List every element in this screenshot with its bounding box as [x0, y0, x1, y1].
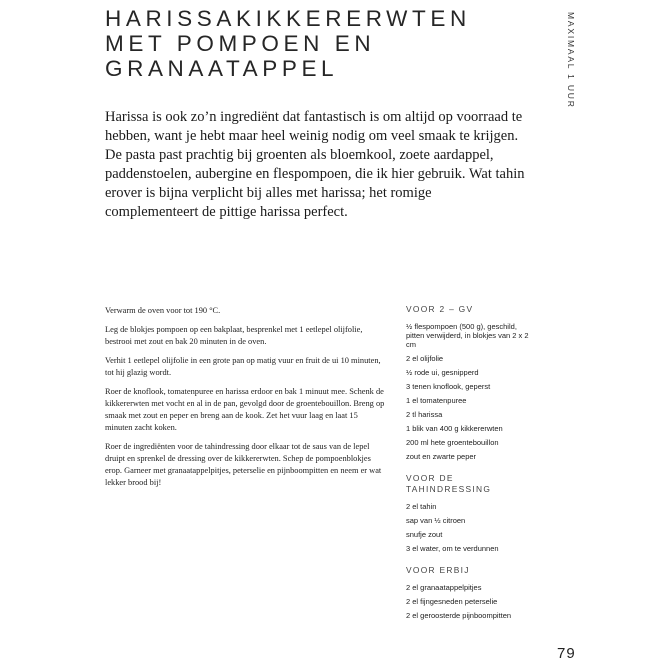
ingredient-item: 1 blik van 400 g kikkererwten [406, 424, 503, 433]
ingredient-item: sap van ½ citroen [406, 516, 466, 525]
time-category-tab: MAXIMAAL 1 UUR [566, 12, 576, 109]
method-step: Verhit 1 eetlepel olijfolie in een grote pan op matig vuur en fruit de ui 10 minuten, tot hij glazig wordt. [105, 356, 381, 377]
ingredient-item: 2 el fijngesneden peterselie [406, 597, 498, 606]
ingredient-item: 200 ml hete groentebouillon [406, 438, 499, 447]
ingredient-item: 2 el granaatappelpitjes [406, 583, 482, 592]
method-step: Leg de blokjes pompoen op een bakplaat, besprenkel met 1 eetlepel olijfolie, bestrooi met zout en bak 20 minuten in de oven. [105, 325, 363, 346]
ingredient-item: snufje zout [406, 530, 443, 539]
page-number: 79 [557, 645, 576, 662]
intro-paragraph: Harissa is ook zo’n ingrediënt dat fantastisch is om altijd op voorraad te hebben, want je hebt maar heel weinig nodig om veel smaak te krijgen. De pasta past prachtig bij groenten als bloemkool, zoete aardappel, paddenstoelen, aubergine en flespompoen, die ik hier gebruik. Wat tahin erover is bijna verplicht bij alles met harissa; het romige complementeert de pittige harissa perfect. [105, 109, 525, 220]
method-step: Roer de ingrediënten voor de tahindressing door elkaar tot de saus van de lepel druipt en sprenkel de dressing over de kikkererwten. Schep de pompoenblokjes erop. Garneer met granaatappelpitjes, peterselie en pijnboompitten en neem er wat lekker brood bij! [105, 442, 382, 487]
ingredient-item: 2 el tahin [406, 502, 437, 511]
ingredients-list [406, 304, 536, 625]
recipe-title [105, 6, 471, 81]
ingredient-item: 2 el geroosterde pijnboompitten [406, 611, 512, 620]
recipe-title-line-3: GRANAATAPPEL [105, 56, 339, 81]
ingredient-item: zout en zwarte peper [406, 452, 477, 461]
ingredients-main-heading: VOOR 2 – GV [406, 304, 474, 314]
ingredient-item: 1 el tomatenpuree [406, 396, 467, 405]
method-step: Verwarm de oven voor tot 190 °C. [105, 306, 221, 315]
ingredient-item: 3 tenen knoflook, geperst [406, 382, 491, 391]
method-steps [105, 305, 385, 496]
method-step: Roer de knoflook, tomatenpuree en harissa erdoor en bak 1 minuut mee. Schenk de kikkererwten met vocht en al in de pan, gevolgd door de groentebouillon. Breng op smaak met zout en peper en breng aan de kook. Zet het vuur laag en laat 15 minuten zacht koken. [105, 387, 385, 432]
ingredient-item: 3 el water, om te verdunnen [406, 544, 499, 553]
recipe-title-line-2: MET POMPOEN EN [105, 31, 376, 56]
ingredient-item: ½ flespompoen (500 g), geschild, pitten verwijderd, in blokjes van 2 x 2 cm [406, 322, 529, 349]
ingredients-dressing-heading: VOOR DE TAHINDRESSING [406, 473, 492, 494]
ingredients-extra-heading: VOOR ERBIJ [406, 565, 470, 575]
ingredient-item: ½ rode ui, gesnipperd [406, 368, 479, 377]
ingredient-item: 2 tl harissa [406, 410, 443, 419]
recipe-title-line-1: HARISSAKIKKERERWTEN [105, 6, 471, 31]
ingredient-item: 2 el olijfolie [406, 354, 444, 363]
